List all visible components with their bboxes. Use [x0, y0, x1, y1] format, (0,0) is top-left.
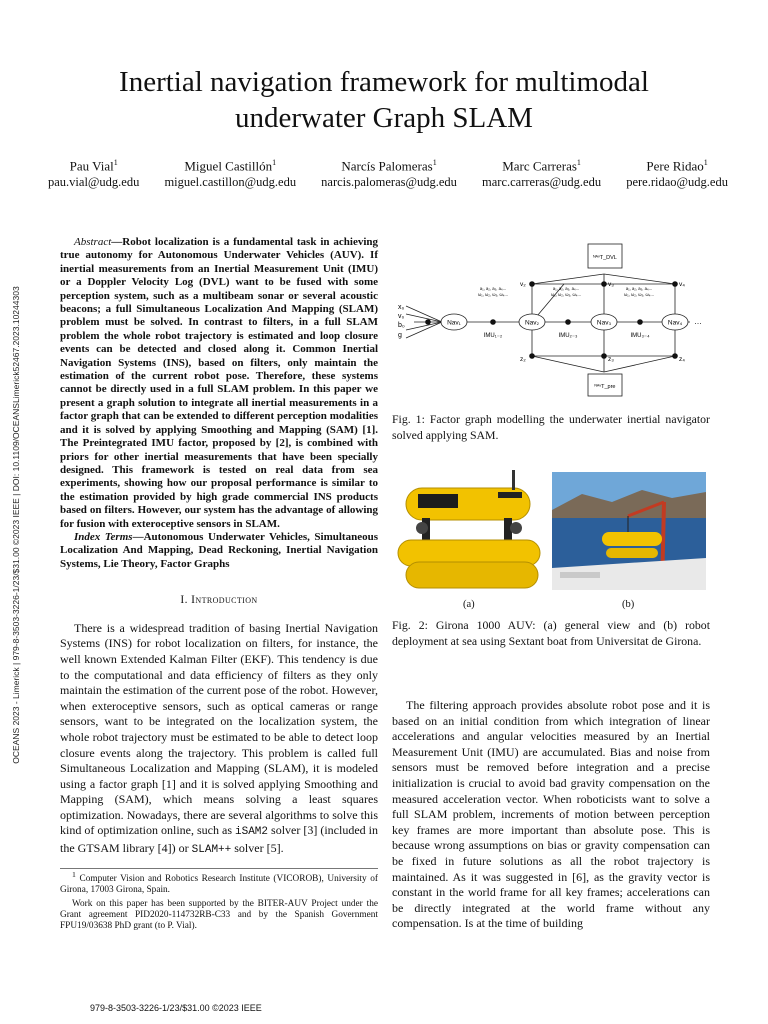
pre-transform-label: ᴺᴬᵛT_pre [594, 384, 616, 390]
author-name: Narcís Palomeras [341, 158, 433, 174]
index-terms [60, 531, 378, 571]
paper-title: Inertial navigation framework for multimodal underwater Graph SLAM [119, 66, 649, 134]
author-block [164, 154, 296, 191]
author-affil: 1 [113, 158, 118, 167]
init-label: x₀ [398, 304, 405, 311]
author-block [626, 154, 728, 191]
slampp-code: SLAM++ [191, 844, 232, 857]
author-name: Pau Vial [69, 158, 114, 174]
accel-label: a₁, a₂, a₃, a₄... [625, 286, 653, 291]
author-email[interactable]: narcis.palomeras@udg.edu [321, 175, 457, 190]
graph-ellipsis: … [694, 317, 702, 326]
abstract-lead: Abstract [74, 236, 112, 248]
depth-label: z₂ [520, 356, 526, 363]
author-affil: 1 [576, 158, 581, 167]
section-heading: I. Introduction [180, 594, 258, 607]
left-column [60, 236, 378, 859]
index-lead: Index Terms [74, 530, 133, 543]
velocity-label: v₂ [520, 281, 526, 288]
right-column-text [392, 698, 710, 932]
depth-factor [529, 353, 535, 359]
init-label: g [398, 332, 402, 339]
velocity-label: v₄ [679, 281, 685, 288]
gyro-label: ω₁, ω₂, ω₃, ω₄... [477, 292, 509, 297]
author-block [321, 154, 457, 191]
gyro-label: ω₁, ω₂, ω₃, ω₄... [623, 292, 655, 297]
author-email[interactable]: miguel.castillon@udg.edu [164, 175, 297, 190]
imu-factor [490, 319, 496, 325]
author-affil: 1 [272, 158, 277, 167]
imu-label: IMU₃₋₄ [630, 333, 650, 339]
index-text: —Autonomous Underwater Vehicles, Simultaneous Localization And Mapping, Dead Reckoning, Inertial Navigation Systems, Lie Theory, Factor Graphs [60, 530, 378, 570]
author-name: Miguel Castillón [184, 158, 273, 174]
body-paragraph: The filtering approach provides absolute robot pose and it is based on an initial condition from which integration of linear accelerations and angular velocities measured by an Inertial Measurement Unit (IMU) are accumulated. Bias and noise from sensors must be removed before integration and a precise initialization is crucial to avoid bad gravity compensation on the measured acceleration vector. When roboticists want to solve a full SLAM problem, increments of motion between perception key frames are more important than absolute pose. This is because wrong assumptions on bias or gravity compensation can be fixed in future solutions as all the robot trajectory is maintained. As it was suggested in [6], as the gravity vector is constant in the world frame for all key frames; accelerations can be directly integrated at the world frame without any compensation. Is at the time of building [392, 698, 710, 931]
footnote-text: Computer Vision and Robotics Research Institute (VICOROB), University of Girona, 17003 Girona, Spain. [60, 874, 379, 896]
footnote-mark: 1 [72, 870, 76, 879]
deployment-photo [552, 472, 706, 590]
init-label: b₀ [398, 322, 405, 329]
author-name: Marc Carreras [502, 158, 577, 174]
abstract-text: —Robot localization is a fundamental task in achieving true autonomy for Autonomous Underwater Vehicles (AUV). If inertial measurements from an Inertial Measurement Unit (IMU) or a Doppler Velocity Log (DVL) want to be fused with some perception system, such as a multibeam sonar or several acoustic beacons; a full Simultaneous Localization And Mapping (SLAM) problem must be solved. In contrast to filters, in a full SLAM problem the whole robot trajectory is estimated and loop closure events can be detected and closed along it. Common Inertial Navigation Systems (INS), based on filters, only maintain the estimation of the current robot pose. Therefore, these systems cannot be directly used in a full SLAM problem. In this paper we present a graph solution to integrate all inertial measurements in a factor graph that can be extended to different perception modalities and it is solved by applying Smoothing and Mapping (SAM) [1]. The Preintegrated IMU factor, proposed by [2], is combined with priors for other inertial measurements that have been specially designed. This framework is tested on real data from sea experiments, showing how our proposal performance is similar to the estimation provided by high grade commercial INS products based on filters. However, our system has the advantage of allowing for fusion with exteroceptive sensors in SLAM. [60, 236, 378, 530]
gyro-label: ω₁, ω₂, ω₃, ω₄... [550, 292, 582, 297]
imu-label: IMU₂₋₃ [558, 333, 578, 339]
nav-node-label: Nav₂ [524, 319, 540, 327]
depth-label: z₄ [679, 356, 685, 363]
velocity-factor [672, 281, 678, 287]
fig2-sublabel-b: (b) [622, 599, 635, 610]
intro-text: There is a widespread tradition of basing Inertial Navigation Systems (INS) for robot localization on filters, for instance, the well known Extended Kalman Filter (EKF). This tendency is due to the computational and data efficiency of filters as they only maintain the estimation of the current pose of the robot. However, when exteroceptive sensors, such as optical cameras or range sensors, want to be integrated on the localization system, the whole robot trajectory must be estimated to be able to detect loop closure events along the trajectory. This problem is called full Simultaneous Localization and Mapping (SLAM), it is modeled using a factor graph [1] and it is solved applying Smoothing and Mapping (SAM), which means solving a least squares optimization. Nowadays, there are several algorithms to solve this kind of optimization online, such as [60, 620, 378, 838]
depth-factor [601, 353, 607, 359]
author-list [48, 154, 728, 191]
footnote-funding: Work on this paper has been supported by the BITER-AUV Project under the Grant agreement PID2020-114732RB-C33 and by the Spanish Government FPU19/03638 PhD grant (to P. Vial). [60, 898, 378, 932]
init-label: v₀ [398, 313, 405, 320]
accel-label: a₁, a₂, a₃, a₄... [552, 286, 580, 291]
author-email[interactable]: pere.ridao@udg.edu [626, 175, 728, 190]
velocity-label: v₃ [608, 281, 614, 288]
footnote-affiliation [60, 869, 378, 897]
doi-sidebar [6, 240, 26, 810]
imu-factor [565, 319, 571, 325]
dvl-transform-label: ᴺᴬᵛT_DVL [593, 255, 617, 261]
imu-label: IMU₁₋₂ [483, 333, 503, 339]
doi-text: OCEANS 2023 - Limerick | 979-8-3503-3226-1/23/$31.00 ©2023 IEEE | DOI: 10.1109/OCEANSLimerick52467.2023.10244303 [11, 286, 21, 764]
figure1-caption: Fig. 1: Factor graph modelling the underwater inertial navigator solved applying SAM. [392, 412, 710, 442]
figure2-caption: Fig. 2: Girona 1000 AUV: (a) general view and (b) robot deployment at sea using Sextant boat from Universitat de Girona. [392, 618, 710, 648]
isam2-code: iSAM2 [235, 826, 269, 839]
intro-text: solver [5]. [231, 841, 284, 856]
intro-text: solver [3] (included in the GTSAM library [4]) or [60, 823, 378, 856]
depth-label: z₃ [608, 356, 614, 363]
author-affil: 1 [432, 158, 437, 167]
factor-graph-figure [392, 238, 710, 408]
depth-factor [672, 353, 678, 359]
author-name: Pere Ridao [646, 158, 704, 174]
nav-node-label: Nav₁ [447, 319, 461, 327]
velocity-factor [529, 281, 535, 287]
nav-node-label: Nav₄ [667, 319, 683, 327]
author-email[interactable]: pau.vial@udg.edu [48, 175, 140, 190]
footnotes [60, 868, 378, 935]
velocity-factor [601, 281, 607, 287]
imu-factor [637, 319, 643, 325]
accel-label: a₁, a₂, a₃, a₄... [479, 286, 507, 291]
copyright-line: 979-8-3503-3226-1/23/$31.00 ©2023 IEEE [90, 1003, 262, 1013]
author-email[interactable]: marc.carreras@udg.edu [482, 175, 602, 190]
nav-node-label: Nav₃ [596, 319, 612, 327]
fig2-sublabel-a: (a) [463, 599, 475, 610]
auv-photo [392, 462, 548, 594]
prior-factor [425, 319, 431, 325]
author-block [48, 154, 139, 191]
author-affil: 1 [703, 158, 708, 167]
author-block [482, 154, 601, 191]
intro-paragraph [60, 621, 378, 859]
abstract [60, 236, 378, 531]
